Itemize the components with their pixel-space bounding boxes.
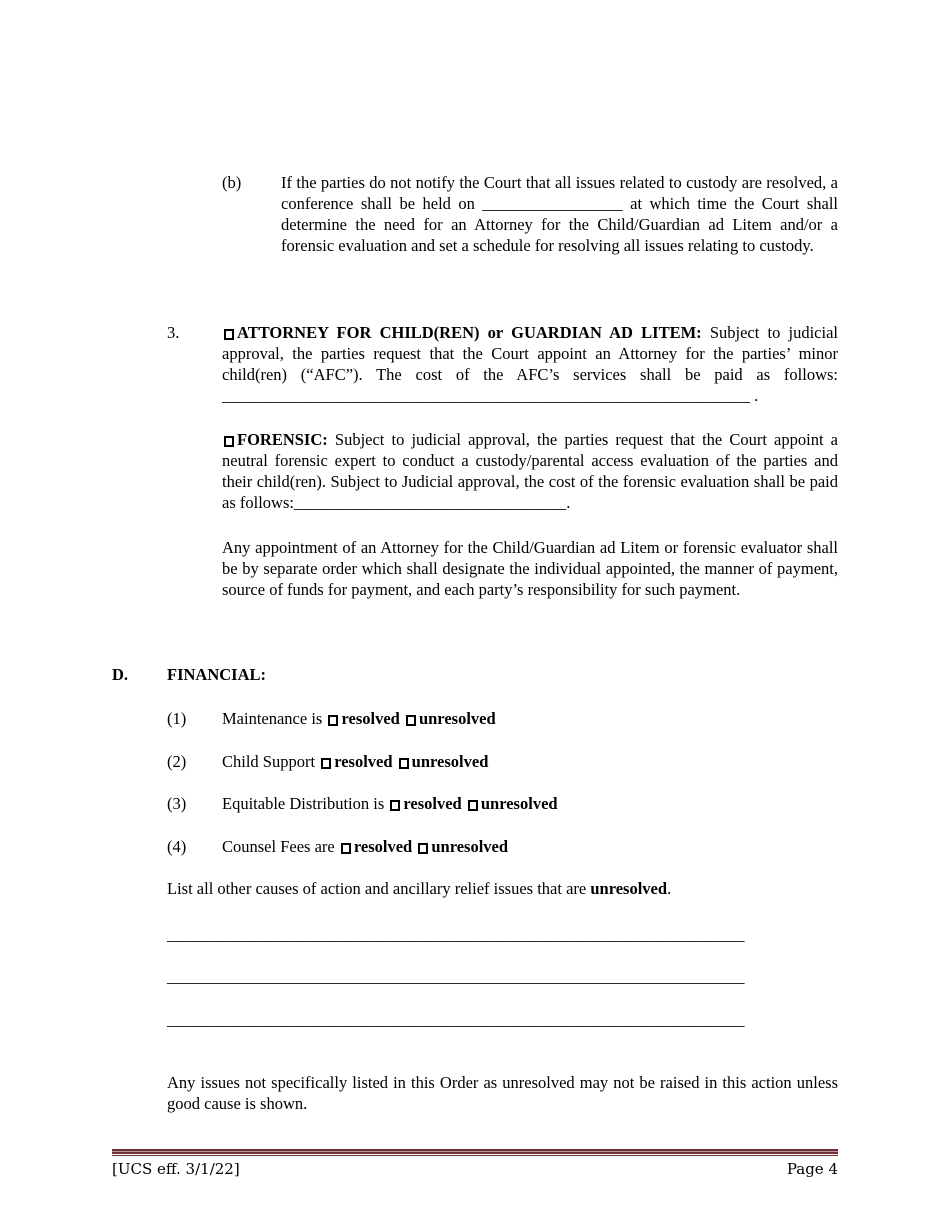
section-d-label: D.: [112, 665, 129, 684]
forensic-checkbox-icon[interactable]: [224, 436, 234, 447]
write-in-line-3[interactable]: ______________________________________________________________________: [167, 1010, 745, 1029]
afc-paragraph: [222, 322, 838, 406]
text-run: Child Support: [222, 752, 316, 771]
text-run: .: [667, 879, 672, 898]
custody-b-paragraph: [281, 172, 838, 256]
write-in-line-1[interactable]: ______________________________________________________________________: [167, 925, 745, 944]
afc-payment-blank[interactable]: ________________________________________________________________: [222, 386, 750, 405]
text-run: Maintenance is: [222, 709, 323, 728]
item-number: (3): [167, 794, 187, 813]
text-run: Subject to judicial approval, the parties request that the Court appoint an Attorney for the parties’ minor child(ren) (“AFC”). The cost of the AFC’s services shall be paid as follows:: [222, 323, 839, 384]
text-run: .: [750, 386, 759, 405]
unresolved-checkbox-icon[interactable]: [406, 715, 416, 726]
resolved-label: resolved: [341, 709, 400, 728]
list-prompt: [167, 878, 838, 899]
text-run: Counsel Fees are: [222, 837, 335, 856]
item-number-3: 3.: [167, 323, 180, 342]
item-label-b: (b): [222, 173, 242, 192]
financial-item-text: [222, 708, 496, 729]
unresolved-emphasis: unresolved: [590, 879, 668, 898]
resolved-checkbox-icon[interactable]: [341, 843, 351, 854]
text-run: List all other causes of action and ancillary relief issues that are: [167, 879, 591, 898]
custody-item-b: [222, 172, 838, 256]
forensic-payment-blank[interactable]: _________________________________: [293, 493, 567, 512]
resolved-label: resolved: [403, 794, 462, 813]
unresolved-checkbox-icon[interactable]: [399, 758, 409, 769]
text-run: Equitable Distribution is: [222, 794, 385, 813]
resolved-checkbox-icon[interactable]: [321, 758, 331, 769]
item-number: (4): [167, 837, 187, 856]
appointment-paragraph: Any appointment of an Attorney for the Child/Guardian ad Litem or forensic evaluator shall be by separate order which shall designate the individual appointed, the manner of payment, source of funds for payment, and each party’s responsibility for such payment.: [222, 538, 838, 599]
forensic-title: FORENSIC:: [237, 430, 328, 449]
resolved-checkbox-icon[interactable]: [328, 715, 338, 726]
text-run: .: [566, 493, 571, 512]
conference-date-blank[interactable]: _________________: [482, 194, 623, 213]
write-in-line-2[interactable]: ______________________________________________________________________: [167, 967, 745, 986]
footer-effective-date: [UCS eff. 3/1/22]: [112, 1160, 240, 1178]
footer-page-number: Page 4: [786, 1160, 838, 1178]
financial-item-4: [167, 836, 508, 857]
text-run: at which time the Court shall determine the need for an Attorney for the Child/Guardian ad Litem and/or a forensic evaluation and set a schedule for resolving all issues relating to custody.: [281, 194, 838, 255]
unresolved-label: unresolved: [418, 709, 496, 728]
item-number: (1): [167, 709, 187, 728]
forensic-paragraph: [222, 429, 838, 513]
afc-title: ATTORNEY FOR CHILD(REN) or GUARDIAN AD LITEM:: [237, 323, 702, 342]
footer: [112, 1159, 838, 1180]
financial-item-text: [222, 836, 508, 857]
closing-paragraph: Any issues not specifically listed in this Order as unresolved may not be raised in this action unless good cause is shown.: [167, 1073, 838, 1113]
text-run: Subject to judicial approval, the parties request that the Court appoint a neutral forensic expert to conduct a custody/parental access evaluation of the parties and their child(ren). Subject to Judicial approval, the cost of the forensic evaluation shall be paid as follows:: [222, 430, 838, 512]
financial-item-3: [167, 793, 558, 814]
financial-item-text: [222, 793, 558, 814]
financial-item-1: [167, 708, 496, 729]
resolved-label: resolved: [334, 752, 393, 771]
financial-item-2: [167, 751, 488, 772]
section-d-title: FINANCIAL:: [167, 665, 266, 684]
item-number: (2): [167, 752, 187, 771]
footer-rule: [112, 1149, 838, 1156]
text-run: If the parties do not notify the Court that all issues related to custody are resolved, a conference shall be held on: [281, 173, 838, 213]
section-d-heading: [112, 664, 838, 685]
section-3-afc: [167, 322, 838, 406]
unresolved-checkbox-icon[interactable]: [418, 843, 428, 854]
unresolved-label: unresolved: [411, 752, 489, 771]
resolved-checkbox-icon[interactable]: [390, 800, 400, 811]
unresolved-label: unresolved: [431, 837, 509, 856]
unresolved-checkbox-icon[interactable]: [468, 800, 478, 811]
financial-item-text: [222, 751, 488, 772]
unresolved-label: unresolved: [480, 794, 558, 813]
resolved-label: resolved: [353, 837, 413, 856]
afc-checkbox-icon[interactable]: [224, 329, 234, 340]
